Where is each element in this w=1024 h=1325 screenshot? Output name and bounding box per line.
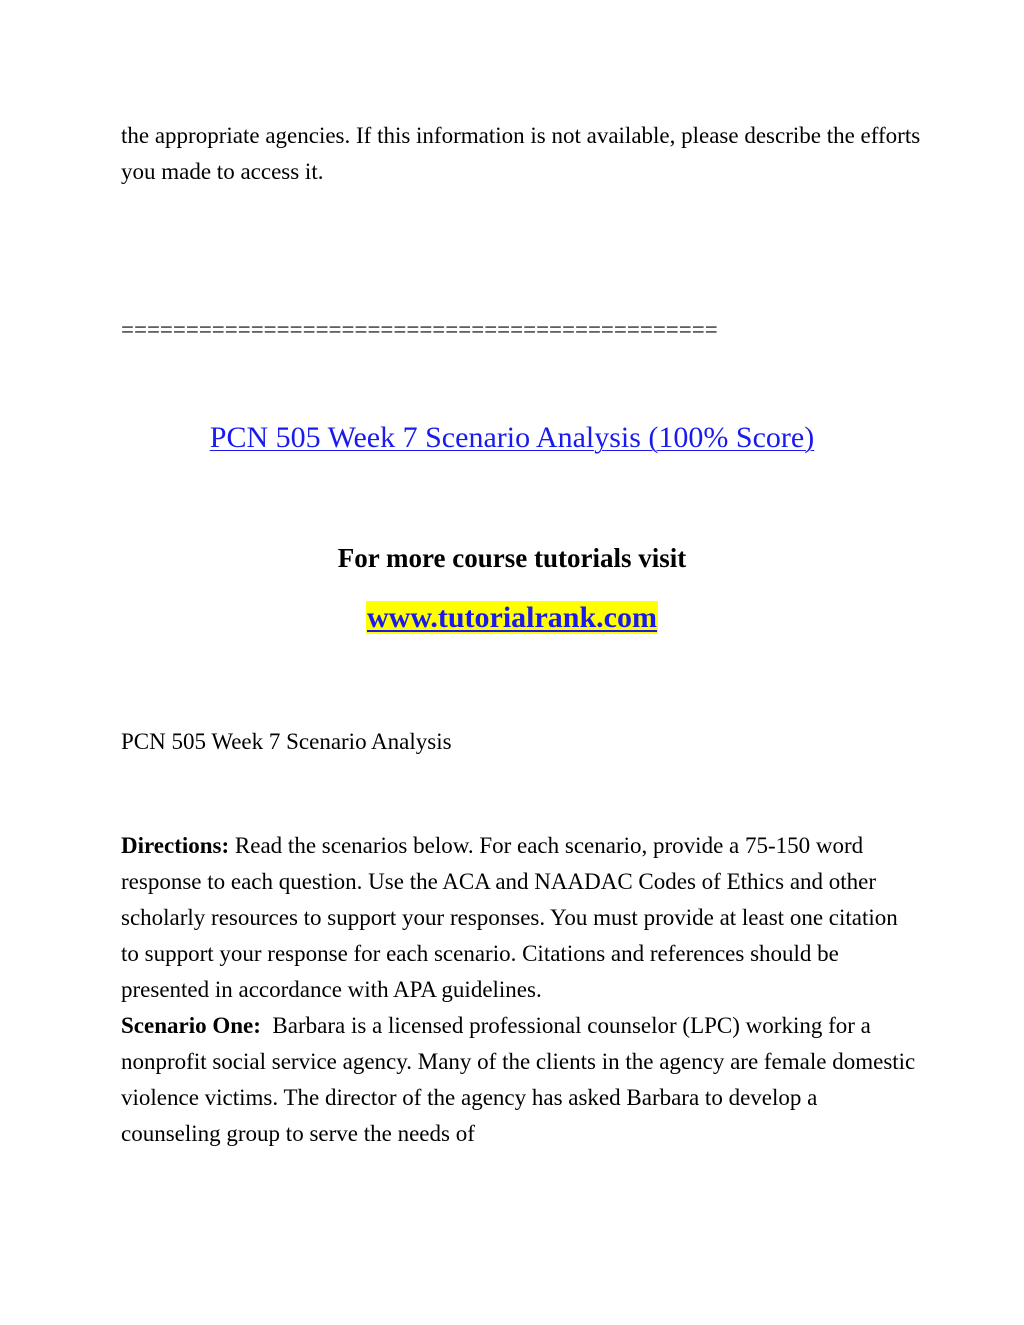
site-link[interactable]: www.tutorialrank.com — [367, 601, 657, 634]
scenario-one-label: Scenario One: — [121, 1013, 261, 1038]
title-link[interactable]: PCN 505 Week 7 Scenario Analysis (100% Score) — [209, 421, 815, 454]
page-subtitle: PCN 505 Week 7 Scenario Analysis — [121, 729, 452, 754]
promo-heading: For more course tutorials visit — [337, 543, 687, 573]
directions-text: Read the scenarios below. For each scenario, provide a 75-150 word response to each question. Use the ACA and NAADAC Codes of Ethics and other scholarly resources to support your responses. You must provide at least one citation to support your response for each scenario. Citations and references should be presented in accordance with APA guidelines. — [121, 833, 898, 1002]
separator-line: ============================================== — [121, 317, 718, 342]
site-link-container — [0, 596, 1024, 640]
scenario-one-text: Barbara is a licensed professional counselor (LPC) working for a nonprofit social service agency. Many of the clients in the agency are female domestic violence victims. The director of the agency has asked Barbara to develop a counseling group to serve the needs of — [121, 1013, 922, 1146]
title-link-container — [0, 416, 1024, 460]
directions-label: Directions: — [121, 833, 230, 858]
intro-paragraph: the appropriate agencies. If this information is not available, please describe the efforts you made to access it. — [121, 123, 921, 184]
body-text — [121, 828, 921, 1152]
